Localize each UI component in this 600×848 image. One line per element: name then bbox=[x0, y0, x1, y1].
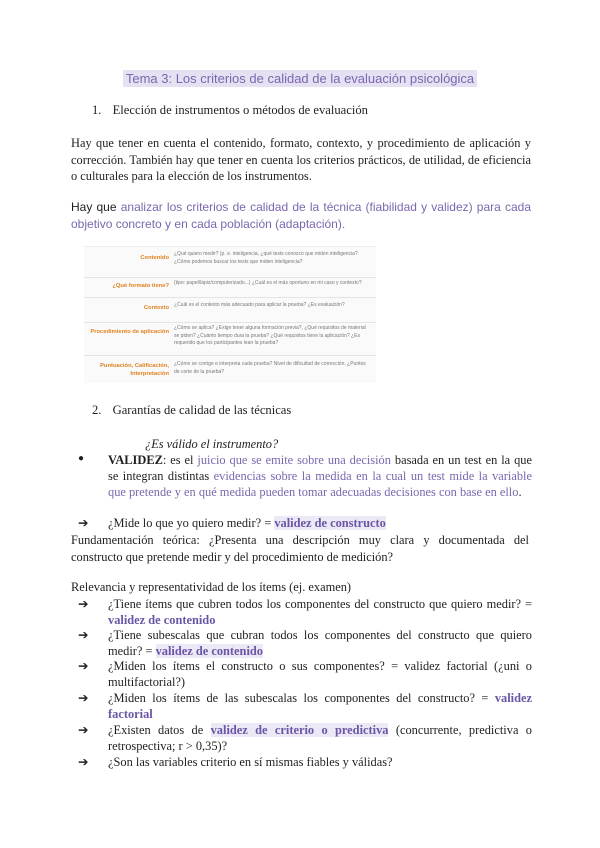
highlight-span: validez de constructo bbox=[274, 516, 386, 530]
table-row-value: ¿Cuál es el contexto más adecuado para aplicar la prueba? ¿Es evaluación? bbox=[174, 302, 345, 308]
highlight-span: validez de contenido bbox=[155, 644, 263, 658]
text-span: : es el bbox=[162, 453, 198, 467]
paragraph-analysis bbox=[71, 199, 531, 233]
table-row bbox=[84, 247, 376, 278]
table-row-value: ¿Cómo se corrige e interpreta cada prueba? Nivel de dificultad de corrección. ¿Puntos de corte de la prueba? bbox=[174, 361, 366, 375]
table-row-label: Puntuación, Calificación, Interpretación bbox=[100, 363, 169, 377]
table-row-value: (tipo: papel/lápiz/computerizado...) ¿Cuál es el más oportuno en mi caso y contexto? bbox=[174, 280, 362, 286]
paragraph-analysis-highlight: analizar los criterios de calidad de la técnica (fiabilidad y validez) para cada objetivo concreto y en cada población (adaptación). bbox=[71, 200, 532, 231]
section-1-heading bbox=[92, 103, 368, 118]
arrow-icon: ➔ bbox=[78, 691, 89, 705]
arrow-icon: ➔ bbox=[78, 628, 89, 642]
section-1-title: Elección de instrumentos o métodos de evaluación bbox=[112, 103, 368, 117]
arrow-icon: ➔ bbox=[78, 659, 89, 673]
table-row-value: ¿Qué quiero medir? (p. e. inteligencia, ¿qué tests conozco que miden inteligencia? ¿Cómo podemos buscar los tests que miden inteligencia? bbox=[174, 251, 358, 265]
highlight-span: validez factorial bbox=[108, 691, 532, 721]
highlight-span: validez de contenido bbox=[108, 613, 216, 627]
arrow-icon: ➔ bbox=[78, 516, 89, 530]
text-span: ¿Mide lo que yo quiero medir? = bbox=[108, 516, 275, 530]
section-1-number: 1. bbox=[92, 103, 102, 117]
list-item-text bbox=[108, 627, 532, 659]
section-2-number: 2. bbox=[92, 403, 102, 417]
text-span: ¿Tiene ítems que cubren todos los componentes del constructo que quiero medir? = bbox=[108, 597, 532, 611]
list-item-text bbox=[108, 722, 532, 754]
arrow-icon: ➔ bbox=[78, 755, 89, 769]
validity-term: VALIDEZ bbox=[108, 453, 163, 467]
bullet-icon: ● bbox=[78, 453, 85, 464]
list-item-text: ¿Son las variables criterio en sí mismas fiables y válidas? bbox=[108, 755, 393, 769]
text-span: basada en un test en la que se integran distintas bbox=[108, 453, 533, 483]
table-row bbox=[84, 277, 376, 298]
paragraph-analysis-lead: Hay que bbox=[71, 200, 121, 214]
list-item-text bbox=[108, 596, 532, 628]
table-row-label: Procedimiento de aplicación bbox=[90, 329, 169, 335]
table-row-label: Contenido bbox=[140, 255, 169, 261]
table-row-value: ¿Cómo se aplica? ¿Exige tener alguna formación previa?, ¿Qué requisitos de material se piden? ¿Cuánto tiempo dura la prueba? ¿Qué requisitos tiene la aplicación? ¿Es requerido que los participantes lean la prueba? bbox=[174, 325, 366, 347]
text-span: ¿Tiene subescalas que cubran todos los componentes del constructo que quiero medir? = bbox=[108, 628, 532, 658]
arrow-icon: ➔ bbox=[78, 597, 89, 611]
selection-criteria-table bbox=[84, 246, 376, 383]
table-row bbox=[84, 355, 376, 383]
arrow-icon: ➔ bbox=[78, 723, 89, 737]
document-title bbox=[0, 71, 600, 87]
highlight-span: validez de criterio o predictiva bbox=[210, 723, 389, 737]
text-span: ¿Existen datos de bbox=[108, 723, 211, 737]
paragraph-relevancia: Relevancia y representatividad de los ítems (ej. examen) bbox=[71, 580, 352, 594]
paragraph-criteria: Hay que tener en cuenta el contenido, formato, contexto, y procedimiento de aplicación y corrección. También hay que tener en cuenta los criterios prácticos, de utilidad, de eficiencia o culturales para la elección de los instrumentos. bbox=[71, 136, 531, 183]
highlight-span: evidencias sobre la medida en la cual un test mide la variable que pretende y en qué medida pueden tomar adecuadas decisiones con base en ello bbox=[108, 469, 532, 499]
section-2-heading bbox=[92, 403, 291, 418]
title-text: Tema 3: Los criterios de calidad de la evaluación psicológica bbox=[123, 70, 477, 87]
text-span: ¿Miden los ítems de las subescalas los componentes del constructo? = bbox=[108, 691, 495, 705]
validity-question: ¿Es válido el instrumento? bbox=[145, 437, 279, 451]
construct-question-text bbox=[108, 515, 532, 531]
validity-definition-text bbox=[108, 452, 532, 500]
paragraph-fundamentacion: Fundamentación teórica: ¿Presenta una descripción muy clara y documentada del constructo que pretende medir y del procedimiento de medición? bbox=[71, 533, 529, 564]
highlight-span: juicio que se emite sobre una decisión bbox=[197, 453, 391, 467]
section-2-title: Garantías de calidad de las técnicas bbox=[112, 403, 292, 417]
table-row-label: Contexto bbox=[143, 305, 169, 311]
list-item-text: ¿Miden los ítems el constructo o sus componentes? = validez factorial (¿uni o multifactorial?) bbox=[108, 659, 532, 689]
text-span: (concurrente, predictiva o retrospectiva; r > 0,35)? bbox=[108, 723, 533, 753]
list-item-text bbox=[108, 690, 532, 722]
text-span: . bbox=[518, 485, 522, 499]
table-row-label: ¿Qué formato tiene? bbox=[112, 283, 169, 289]
table-row bbox=[84, 322, 376, 356]
table-row bbox=[84, 297, 376, 323]
